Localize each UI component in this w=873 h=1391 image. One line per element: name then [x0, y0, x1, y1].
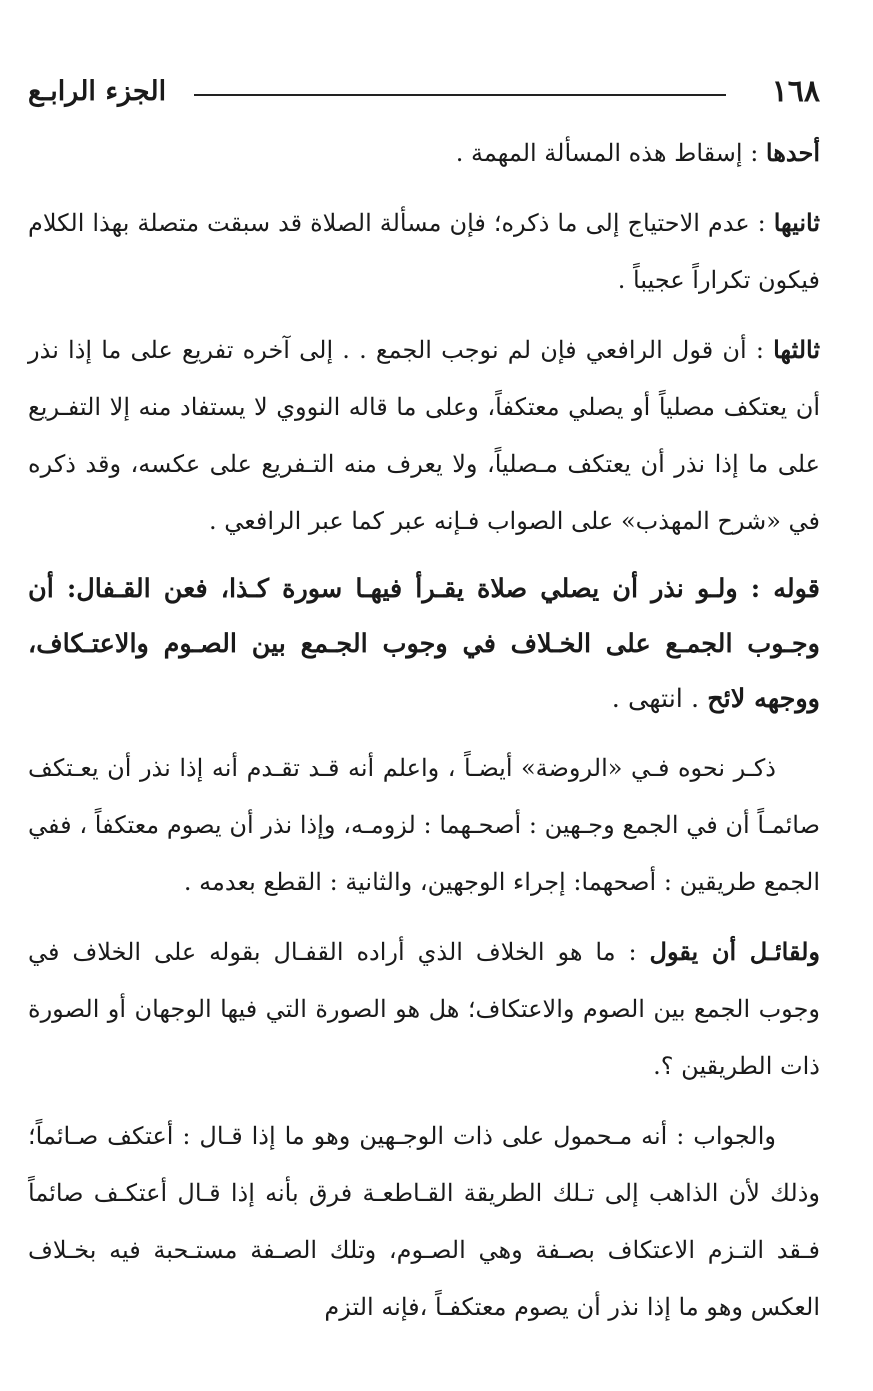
paragraph-text: : إسقاط هذه المسألة المهمة . [455, 139, 766, 167]
paragraph-objection [28, 923, 820, 1095]
paragraph-text: والجواب : أنه مـحمول على ذات الوجـهين وهو ما إذا قـال : أعتكف صـائماً؛ وذلك لأن الذاهب إلى تـلك الطريقة القـاطعـة فرق بأنه إذا قـال أعتكـف صائماً فـقد التـزم الاعتكاف بصـفة وهي الصـوم، وتلك الصـفة مستـحبة فيه بخـلاف العكس وهو ما إذا نذر أن يصوم معتكفـاً ،فإنه التزم [28, 1122, 820, 1321]
paragraph-text: ذكـر نحوه فـي «الروضة» أيضـاً ، واعلم أنه قـد تقـدم أنه إذا نذر أن يعـتكف صائمـاً أن في الجمع وجـهين : أصحـهما : لزومـه، وإذا نذر أن يصوم معتكفاً ، ففي الجمع طريقين : أصحهما: إجراء الوجهين، والثانية : القطع بعدمه . [28, 754, 820, 896]
paragraph-text: : ما هو الخلاف الذي أراده القفـال بقوله على الخلاف في وجوب الجمع بين الصوم والاعتكاف؛ هل هو الصورة التي فيها الوجهان أو الصورة ذات الطريقين ؟. [28, 938, 820, 1080]
paragraph-lead: ولقائـل أن يقول [649, 937, 820, 966]
quoted-statement [28, 562, 820, 727]
paragraph-lead: ثانيها [773, 208, 820, 237]
paragraph-first [28, 124, 820, 182]
paragraph-commentary [28, 739, 820, 911]
paragraph-third [28, 321, 820, 550]
page-header [28, 72, 820, 116]
quoted-statement-text: قوله : ولـو نذر أن يصلي صلاة يقـرأ فيهـا سورة كـذا، فعن القـفال: أن وجـوب الجمـع على الخـلاف في وجوب الجـمع بين الصـوم والاعتـكاف، ووجهه لائح [28, 574, 820, 714]
running-title: الجزء الرابـع [28, 76, 167, 107]
header-rule [194, 94, 726, 96]
paragraph-second [28, 194, 820, 309]
page-body [28, 124, 820, 1348]
paragraph-lead: أحدها [765, 138, 820, 167]
paragraph-text: . انتهى . [611, 684, 708, 714]
page-number: ١٦٨ [771, 74, 820, 109]
paragraph-answer [28, 1107, 820, 1336]
paragraph-lead: ثالثها [773, 335, 820, 364]
paragraph-text: : عدم الاحتياج إلى ما ذكره؛ فإن مسألة الصلاة قد سبقت متصلة بهذا الكلام فيكون تكراراً عجيباً . [28, 209, 820, 294]
paragraph-text: : أن قول الرافعي فإن لم نوجب الجمع . . إلى آخره تفريع على ما إذا نذر أن يعتكف مصلياً أو يصلي معتكفاً، وعلى ما قاله النووي لا يستفاد منه إلا التفـريع على ما إذا نذر أن يعتكف مـصلياً، ولا يعرف منه التـفريع على عكسه، وقد ذكره في «شرح المهذب» على الصواب فـإنه عبر كما عبر الرافعي . [28, 336, 820, 535]
